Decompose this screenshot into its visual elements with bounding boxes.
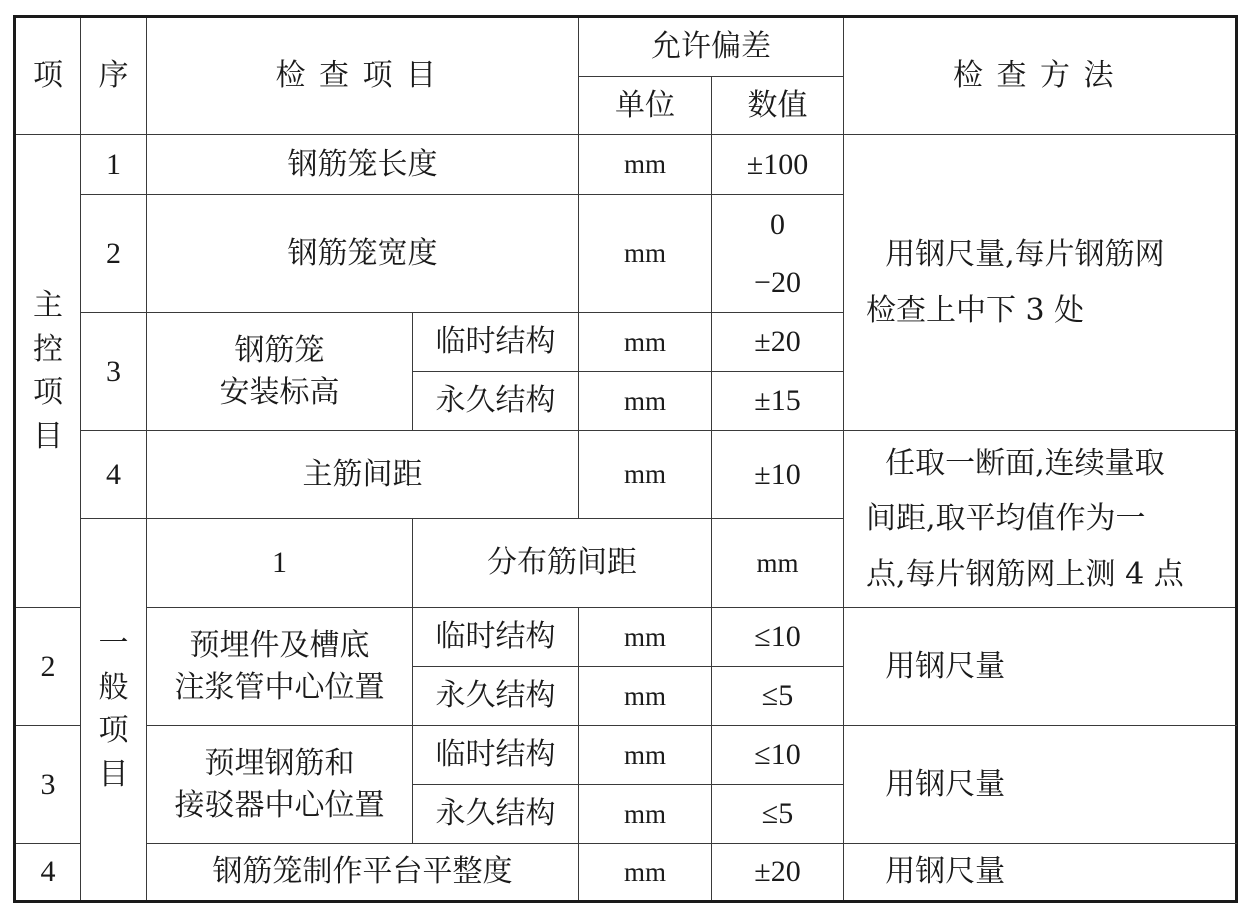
value-cell: ≤10	[712, 608, 844, 667]
table-row	[15, 608, 1237, 667]
value-cell: ±100	[712, 135, 844, 195]
header-item: 项	[15, 17, 81, 135]
unit-cell: mm	[579, 372, 712, 431]
header-seq: 序	[81, 17, 147, 135]
tolerance-table	[13, 15, 1238, 903]
subitem-cell: 临时结构	[413, 608, 579, 667]
seq-cell: 2	[15, 608, 81, 726]
method-cell: 用钢尺量	[844, 844, 1237, 902]
value-cell: ±20	[712, 844, 844, 902]
unit-cell: mm	[579, 844, 712, 902]
seq-cell: 1	[81, 135, 147, 195]
table-row	[15, 431, 1237, 519]
value-cell: 0 −20	[712, 195, 844, 313]
item-cell: 钢筋笼 安装标高	[147, 313, 413, 431]
unit-cell: mm	[579, 135, 712, 195]
value-cell: ≤10	[712, 726, 844, 785]
value-cell: ≤5	[712, 667, 844, 726]
value-cell: ±20	[712, 313, 844, 372]
seq-cell: 4	[15, 844, 81, 902]
method-cell: 用钢尺量	[844, 608, 1237, 726]
table-row	[15, 135, 1237, 195]
method-line: 用钢尺量,每片钢筋网	[885, 237, 1165, 272]
header-row	[15, 17, 1237, 77]
subitem-cell: 永久结构	[413, 372, 579, 431]
item-cell: 预埋件及槽底 注浆管中心位置	[147, 608, 413, 726]
subitem-cell: 永久结构	[413, 667, 579, 726]
method-cell	[844, 135, 1237, 431]
method-cell	[844, 431, 1237, 608]
method-line: 任取一断面,连续量取	[885, 445, 1165, 481]
table-row	[15, 726, 1237, 785]
seq-cell: 1	[147, 519, 413, 608]
method-line: 点,每片钢筋网上测 4 点	[866, 556, 1184, 592]
value-cell: ±15	[712, 372, 844, 431]
item-cell: 钢筋笼制作平台平整度	[147, 844, 579, 902]
seq-cell: 4	[81, 431, 147, 519]
unit-cell: mm	[579, 313, 712, 372]
value-cell: ±10	[712, 431, 844, 519]
method-line: 检查上中下 3 处	[866, 292, 1085, 328]
subitem-cell: 临时结构	[413, 726, 579, 785]
unit-cell: mm	[579, 667, 712, 726]
seq-cell: 3	[81, 313, 147, 431]
value-cell: ≤5	[712, 785, 844, 844]
group-general: 一般项目	[81, 519, 147, 902]
header-tolerance: 允许偏差	[579, 17, 844, 77]
subitem-cell: 永久结构	[413, 785, 579, 844]
item-cell: 钢筋笼宽度	[147, 195, 579, 313]
item-cell: 钢筋笼长度	[147, 135, 579, 195]
method-line: 间距,取平均值作为一	[866, 501, 1146, 537]
group-main: 主控项目	[15, 135, 81, 608]
item-cell: 预埋钢筋和 接驳器中心位置	[147, 726, 413, 844]
header-unit: 单位	[579, 77, 712, 135]
subitem-cell: 临时结构	[413, 313, 579, 372]
unit-cell: mm	[712, 519, 844, 608]
unit-cell: mm	[579, 195, 712, 313]
item-cell: 主筋间距	[147, 431, 579, 519]
header-method: 检查方法	[844, 17, 1237, 135]
unit-cell: mm	[579, 726, 712, 785]
item-cell: 分布筋间距	[413, 519, 712, 608]
method-cell: 用钢尺量	[844, 726, 1237, 844]
seq-cell: 3	[15, 726, 81, 844]
unit-cell: mm	[579, 785, 712, 844]
table-row	[15, 844, 1237, 902]
seq-cell: 2	[81, 195, 147, 313]
header-check-item: 检查项目	[147, 17, 579, 135]
header-value: 数值	[712, 77, 844, 135]
unit-cell: mm	[579, 431, 712, 519]
unit-cell: mm	[579, 608, 712, 667]
